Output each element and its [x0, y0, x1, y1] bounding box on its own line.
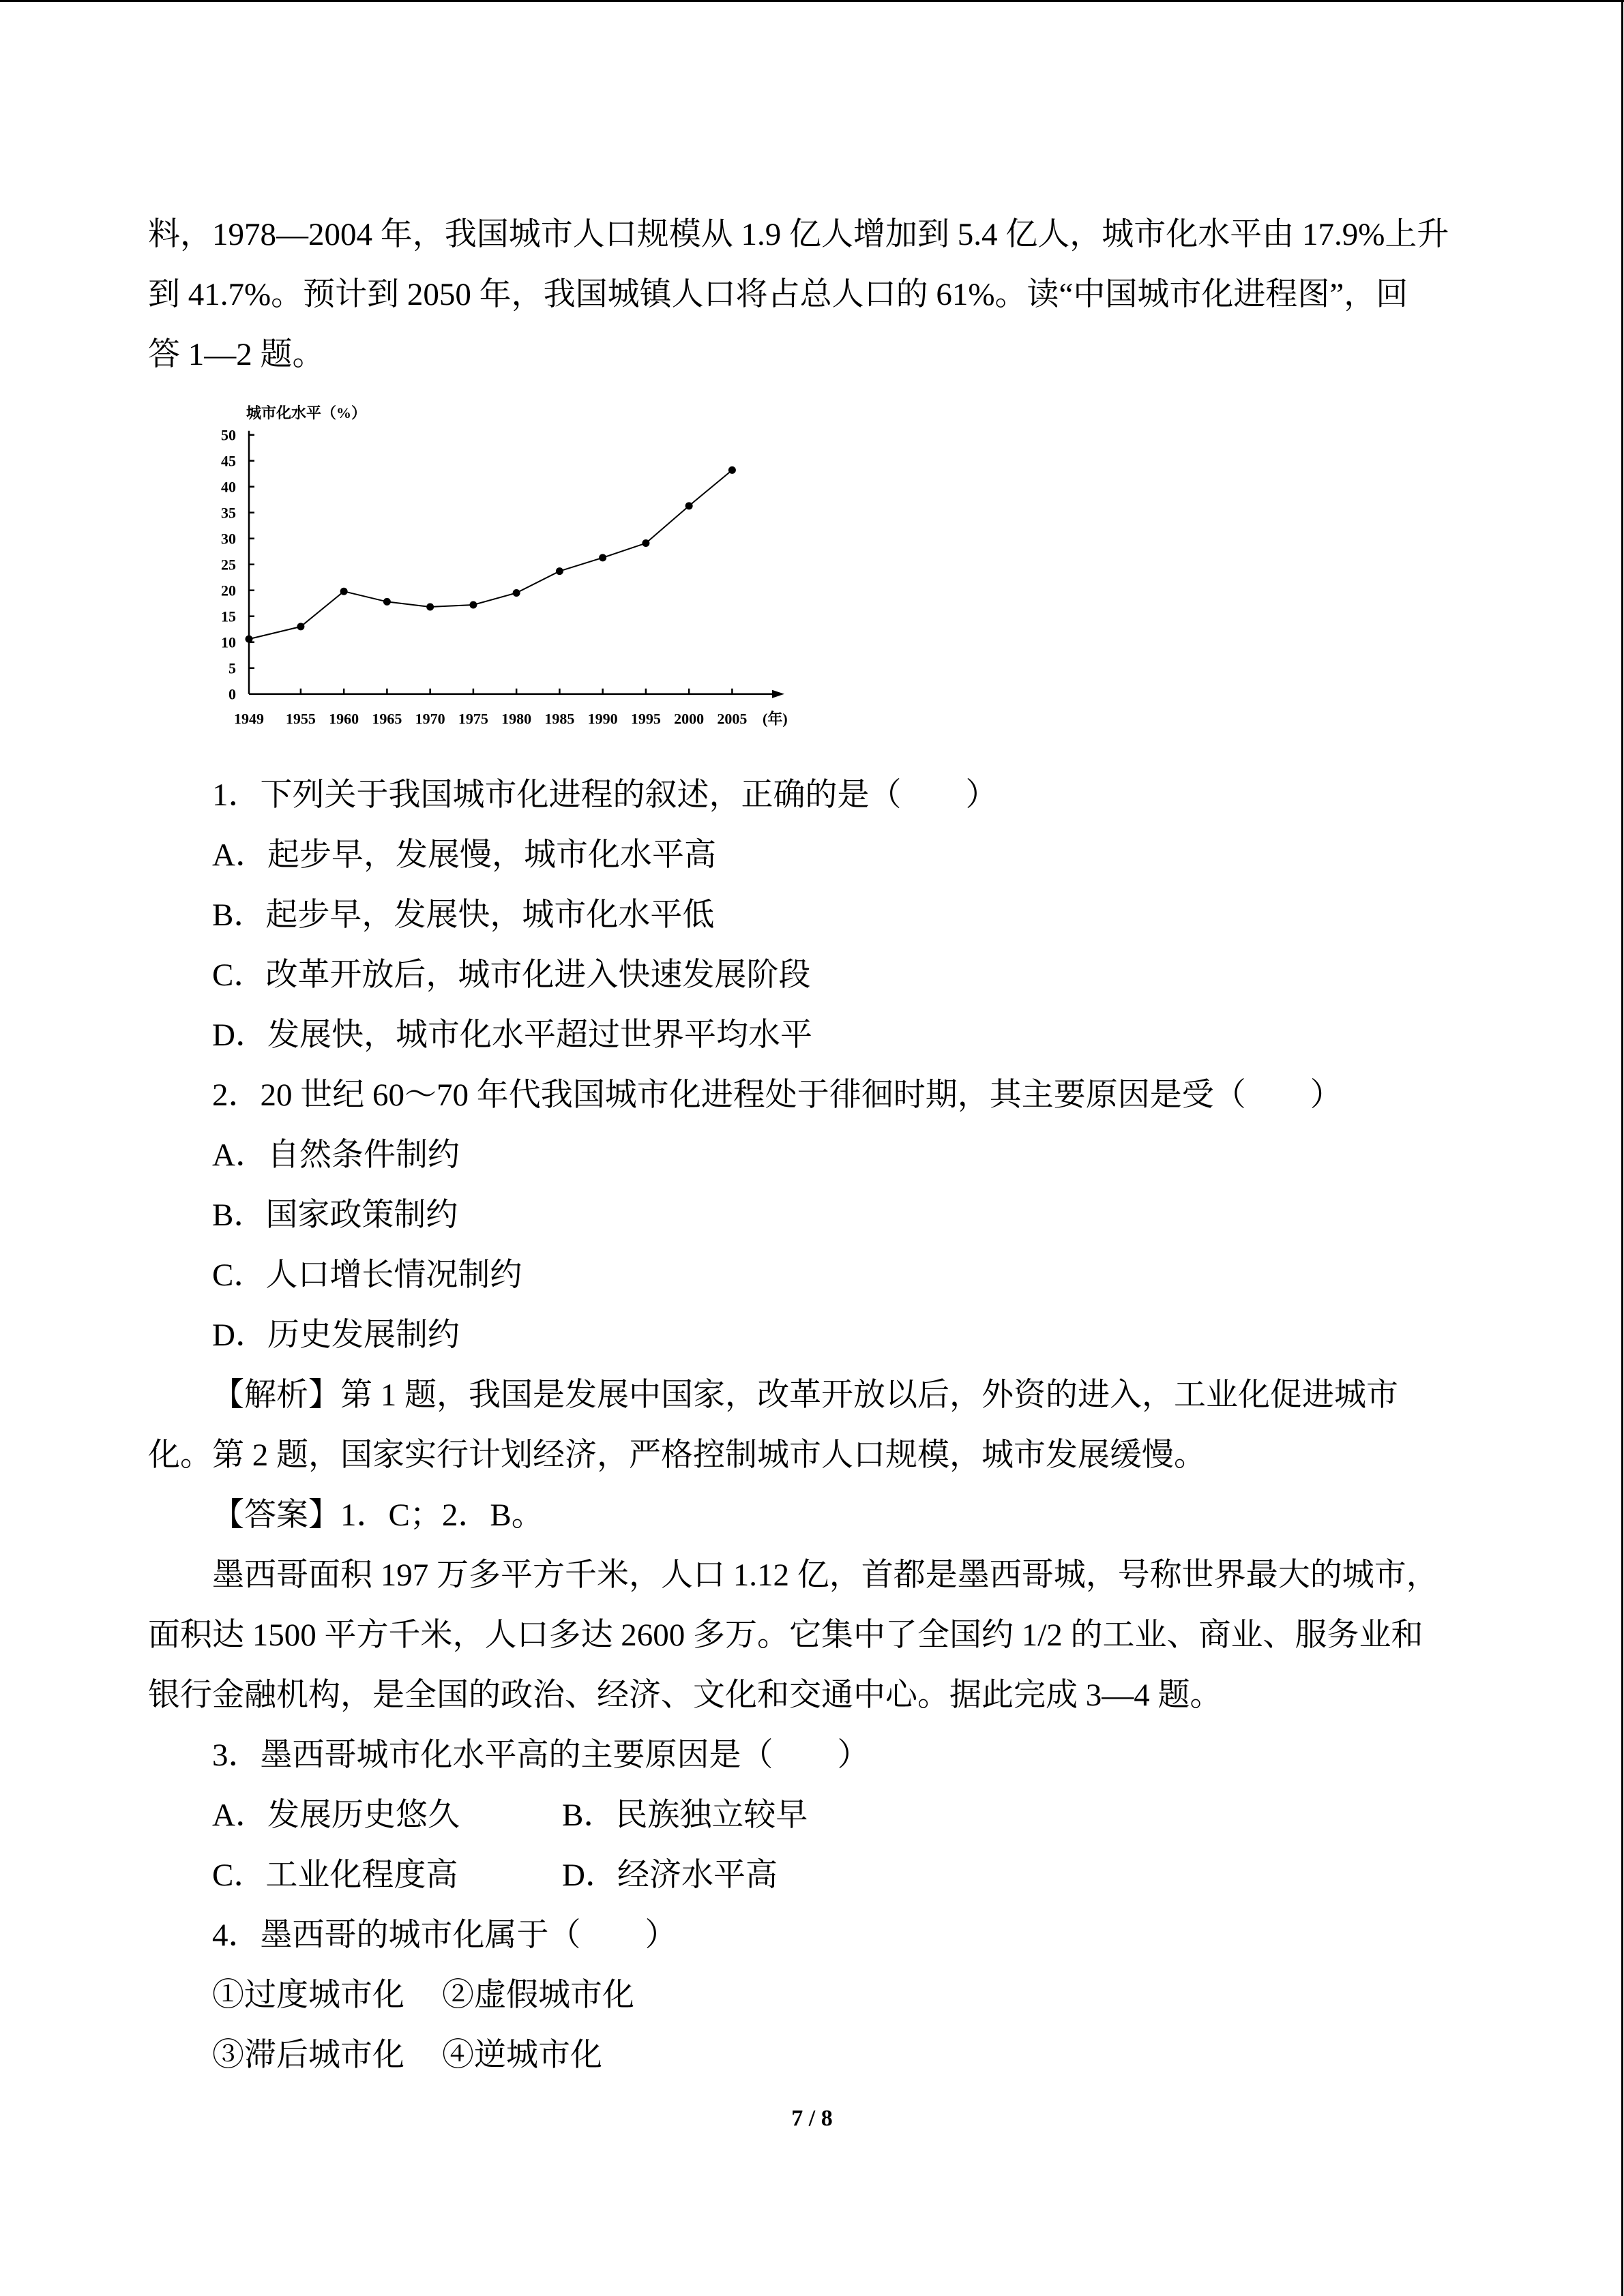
question-2-stem: 2．20 世纪 60～70 年代我国城市化进程处于徘徊时期，其主要原因是受（ ） [212, 1077, 1342, 1113]
data-point-1949 [246, 636, 253, 643]
y-axis-title: 城市化水平（%） [246, 404, 367, 421]
x-tick-label: 1995 [630, 710, 661, 728]
y-tick-label: 5 [228, 659, 236, 677]
question-4-choices-row-1 [148, 1965, 1472, 2025]
data-point-1965 [383, 598, 391, 606]
series-line [249, 470, 732, 639]
data-point-1975 [469, 601, 477, 608]
x-tick-label: 1949 [234, 710, 264, 728]
y-tick-label: 50 [221, 426, 236, 444]
question-2-option-b: B．国家政策制约 [212, 1197, 458, 1233]
question-4-choices-row-2 [148, 2025, 1472, 2085]
x-tick-label: 1970 [415, 710, 445, 728]
y-tick-label: 0 [228, 685, 236, 703]
x-tick-label: 1980 [501, 710, 532, 728]
x-tick-label: 1960 [329, 710, 359, 728]
question-3-option-b: B．民族独立较早 [562, 1798, 808, 1833]
question-4-choice-1: ①过度城市化 [212, 1978, 404, 2013]
x-tick-label: 1965 [372, 710, 402, 728]
intro-line-2: 到 41.7%。预计到 2050 年，我国城镇人口将占总人口的 61%。读“中国城市化进程图”，回 [148, 277, 1408, 312]
data-point-2000 [685, 502, 693, 509]
analysis-line-1: 【解析】第 1 题，我国是发展中国家，改革开放以后，外资的进入，工业化促进城市 [212, 1377, 1398, 1413]
data-point-1980 [513, 589, 520, 597]
data-point-1970 [426, 603, 434, 611]
y-tick-label: 10 [221, 633, 236, 651]
mexico-line-1: 墨西哥面积 197 万多平方千米，人口 1.12 亿，首都是墨西哥城，号称世界最大的城市， [212, 1557, 1438, 1593]
y-tick-label: 40 [221, 478, 236, 496]
question-2-option-c: C．人口增长情况制约 [212, 1257, 522, 1293]
data-point-1960 [340, 588, 348, 595]
question-1-option-b: B．起步早，发展快，城市化水平低 [212, 897, 715, 933]
question-4-choice-3: ③滞后城市化 [212, 2038, 404, 2073]
intro-paragraph [148, 205, 1472, 385]
question-3-option-a: A．发展历史悠久 [212, 1798, 460, 1833]
questions [148, 765, 1472, 2085]
question-4-choice-4: ④逆城市化 [442, 2038, 602, 2073]
question-3-options-row-2 [148, 1845, 1472, 1905]
data-point-1985 [556, 567, 563, 575]
y-tick-label: 25 [221, 556, 236, 573]
x-tick-label: 1975 [458, 710, 488, 728]
y-tick-label: 30 [221, 530, 236, 548]
x-tick-label: 1955 [285, 710, 316, 728]
question-3-option-d: D．经济水平高 [562, 1858, 778, 1893]
data-point-2005 [728, 466, 736, 474]
x-tick-label: 1985 [544, 710, 575, 728]
y-tick-label: 45 [221, 452, 236, 470]
question-3-option-c: C．工业化程度高 [212, 1858, 458, 1893]
x-tick-label: 2005 [717, 710, 748, 728]
x-axis-title: (年) [763, 710, 788, 728]
question-2-option-a: A．自然条件制约 [212, 1137, 460, 1173]
question-1-stem: 1．下列关于我国城市化进程的叙述，正确的是（ ） [212, 777, 998, 813]
question-1-option-c: C．改革开放后，城市化进入快速发展阶段 [212, 957, 811, 993]
intro-line-1: 料，1978—2004 年，我国城市人口规模从 1.9 亿人增加到 5.4 亿人，城市化水平由 17.9%上升 [148, 217, 1449, 252]
question-4-choice-2: ②虚假城市化 [442, 1978, 634, 2013]
question-2-option-d: D．历史发展制约 [212, 1317, 460, 1353]
page-border-right [1621, 0, 1623, 2296]
data-point-1955 [297, 623, 304, 630]
answer-line: 【答案】1．C；2．B。 [212, 1497, 544, 1533]
page-number: 7 / 8 [791, 2106, 833, 2131]
question-1-option-d: D．发展快，城市化水平超过世界平均水平 [212, 1017, 812, 1053]
data-point-1990 [599, 554, 606, 561]
question-4-stem: 4．墨西哥的城市化属于（ ） [212, 1918, 677, 1953]
x-axis-arrow [772, 690, 784, 698]
question-1-option-a: A．起步早，发展慢，城市化水平高 [212, 837, 716, 873]
y-tick-label: 15 [221, 608, 236, 625]
data-point-1995 [642, 539, 649, 547]
question-3-options-row-1 [148, 1785, 1472, 1845]
mexico-line-2: 面积达 1500 平方千米，人口多达 2600 多万。它集中了全国约 1/2 的工业、商业、服务业和 [148, 1617, 1423, 1653]
y-tick-label: 20 [221, 582, 236, 599]
chart-layer [221, 404, 788, 728]
y-tick-label: 35 [221, 504, 236, 522]
mexico-line-3: 银行金融机构，是全国的政治、经济、文化和交通中心。据此完成 3—4 题。 [148, 1678, 1222, 1713]
x-tick-label: 1990 [587, 710, 618, 728]
urbanization-line-chart [205, 389, 805, 743]
analysis-line-2: 化。第 2 题，国家实行计划经济，严格控制城市人口规模，城市发展缓慢。 [148, 1437, 1206, 1473]
page-border-top [0, 0, 1624, 2]
question-3-stem: 3．墨西哥城市化水平高的主要原因是（ ） [212, 1738, 870, 1773]
intro-line-3: 答 1—2 题。 [148, 337, 325, 372]
x-tick-label: 2000 [674, 710, 705, 728]
